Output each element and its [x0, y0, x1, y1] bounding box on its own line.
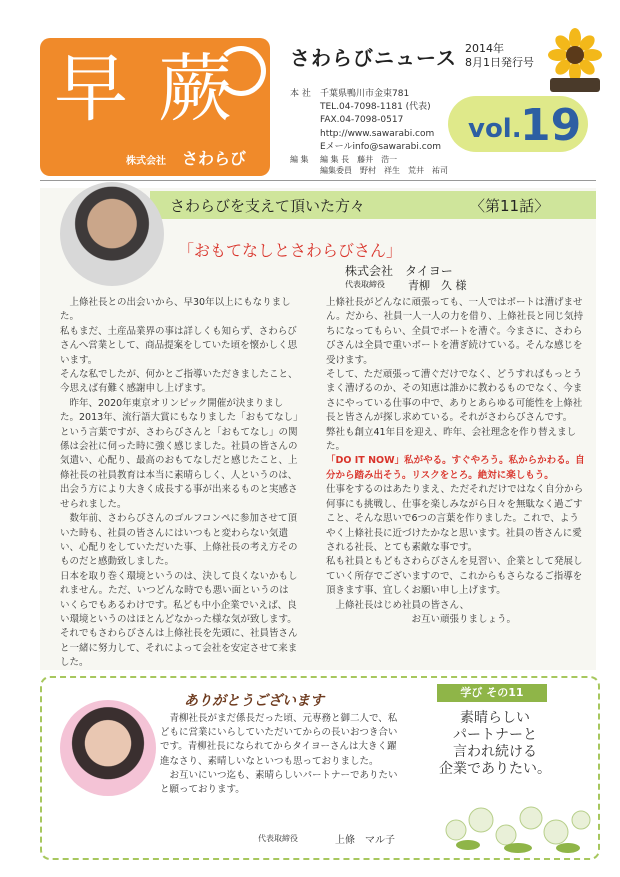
signature-role: 代表取締役	[258, 834, 298, 843]
paragraph: 弊社も創立41年目を迎え、昨年、会社理念を作り替えました。	[326, 426, 577, 453]
paragraph: 上條社長との出会いから、早30年以上にもなりました。	[60, 297, 291, 323]
lesson-label: 学び その11	[437, 684, 547, 702]
president-photo	[60, 700, 156, 796]
logo-sub: 株式会社	[126, 156, 166, 167]
paragraph: そんな私でしたが、何かとご指導いただきましたこと、今思えば有難く感謝申し上げます。	[60, 369, 298, 395]
fax-line: FAX.04-7098-0517	[320, 115, 404, 126]
paragraph: 仕事をするのはあたりまえ、ただそれだけではなく自分から何事にも挑戦し、仕事を楽しみながら日々を無駄なく過ごすこと、そんな思いで6つの言葉を作りました。これで、ようやく上條社長に近づけたかなと思います。社員の皆さんに愛される社長、とても素敵な事です。	[326, 484, 584, 553]
sunflower-icon	[540, 28, 610, 92]
url-link[interactable]: http://www.sawarabi.com	[320, 128, 435, 139]
logo-char-2: 蕨	[158, 46, 232, 132]
signature-name: 上條 マル子	[335, 835, 395, 846]
paragraph: 日本を取り巻く環境というのは、決して良くないかもしれません。ただ、いつどんな時でも悪い面というのはいくらでもあるわけです。私ども中小企業でいえば、良い環境というのはほとんどなかった様な気が致します。それでもさわらびさんは上條社長を先頭に、社員皆さんと一緒に努力して、それによって会社を安定させて来ました。	[60, 570, 298, 669]
thanks-title: ありがとうございます	[184, 693, 324, 709]
article-column-1	[60, 296, 298, 671]
newsletter-title: さわらびニュース	[290, 46, 457, 70]
article-column-2	[326, 296, 588, 627]
editorial-members: 編集委員 野村 祥生 荒井 祐司	[320, 166, 448, 175]
vol-label: vol.	[468, 114, 522, 144]
editors-block	[290, 154, 448, 176]
thanks-body: 青柳社長がまだ係長だった頃、元専務と御二人で、私どもに営業にいらしていただいてからの長いおつき合いです。青柳社長になられてからタイヨーさんは大きく躍進なさり、素晴しいなといつも思っておりました。 お互いにいつ迄も、素晴らしいパートナーでありたいと願っております。	[160, 713, 398, 796]
issue-day: 8月1日発行号	[465, 56, 534, 69]
article-title: 「おもてなしとさわらびさん」	[178, 241, 403, 260]
logo-char-1: 早	[54, 46, 128, 132]
email-link[interactable]: Eメールinfo@sawarabi.com	[320, 141, 441, 152]
header-divider	[40, 180, 596, 181]
issue-date	[465, 42, 534, 70]
logo	[40, 38, 270, 176]
company-name: 株式会社 タイヨー	[345, 264, 453, 278]
logo-brand: さわらび	[182, 149, 247, 168]
author-role: 代表取締役	[345, 280, 385, 289]
address-line: 千葉県鴨川市金束781	[320, 89, 410, 99]
swirl-icon	[216, 46, 266, 96]
volume-badge	[448, 96, 588, 152]
address-block	[290, 88, 441, 154]
issue-year: 2014年	[465, 42, 504, 55]
paragraph: そして、ただ頑張って漕ぐだけでなく、どうすればもっとうまく漕げるのか、その知恵は誰かに教わるものでなく、今まさにやっている仕事の中で、ありとあらゆる可能性を上條社長と皆さんが探し求めている。それがさわらびさんです。	[326, 369, 583, 424]
paragraph: 数年前、さわらびさんのゴルフコンペに参加させて頂いた時も、社員の皆さんにはいつもと変わらない気遣い、心配りをしていただいた事、上條社長の考え方そのものだと感動致しました。	[60, 513, 298, 568]
paragraph: 私もまだ、土産品業界の事は詳しくも知らず、さわらびさんへ営業として、商品提案をしていた頃を懐かしく思います。	[60, 325, 298, 366]
vol-number: 19	[520, 100, 582, 151]
company-motto: 「DO IT NOW」私がやる。すぐやろう。私からかわる。自分から踏み出そう。リスクをとろ。絶対に楽しもう。	[326, 455, 585, 481]
paragraph: 上條社長がどんなに頑張っても、一人ではボートは漕げません。だから、社員一人一人の力を借り、上條社長と同じ気持ちになってもらい、全員でボートを漕ぐ。今まさに、さわらびさんは全員で重いボートを漕ぎ続けている。そんな感じを受けます。	[326, 297, 584, 366]
author-photo	[60, 182, 164, 286]
episode-label: 〈第11話〉	[470, 197, 550, 215]
editor-in-chief: 編 集 長 藤井 浩一	[320, 155, 398, 164]
lesson-text: 素晴らしい パートナーと 言われ続ける 企業でありたい。	[439, 710, 551, 777]
paragraph: 上條社長はじめ社員の皆さん、	[326, 599, 470, 611]
author-name: 青柳 久 様	[408, 279, 467, 292]
paragraph: 私も社員ともどもさわらびさんを見習い、企業として発展していく所存でございますので、これからもさらなるご指導を頂きます事、宜しくお願い申し上げます。	[326, 556, 583, 597]
flowers-icon	[436, 790, 596, 856]
editors-label: 編 集	[290, 155, 309, 164]
paragraph: お互い頑張りましょう。	[326, 613, 517, 625]
paragraph: 昨年、2020年東京オリンピック開催が決まりました。2013年、流行語大賞にもなりました「おもてなし」という言葉ですが、さわらびさんと「おもてなし」の関係は会社に伺った時に強く感じました。社員の皆さんの気遣い、心配り、最高のおもてなしだと感じたこと、上條社長の社員教育は本当に素晴らしく、人というのは、出会う方により大きく成長する事が出来るものと実感させられました。	[60, 397, 298, 510]
tel-line: TEL.04-7098-1181 (代表)	[320, 102, 431, 113]
section-header-title: さわらびを支えて頂いた方々	[170, 197, 366, 215]
hq-label: 本 社	[290, 89, 311, 99]
